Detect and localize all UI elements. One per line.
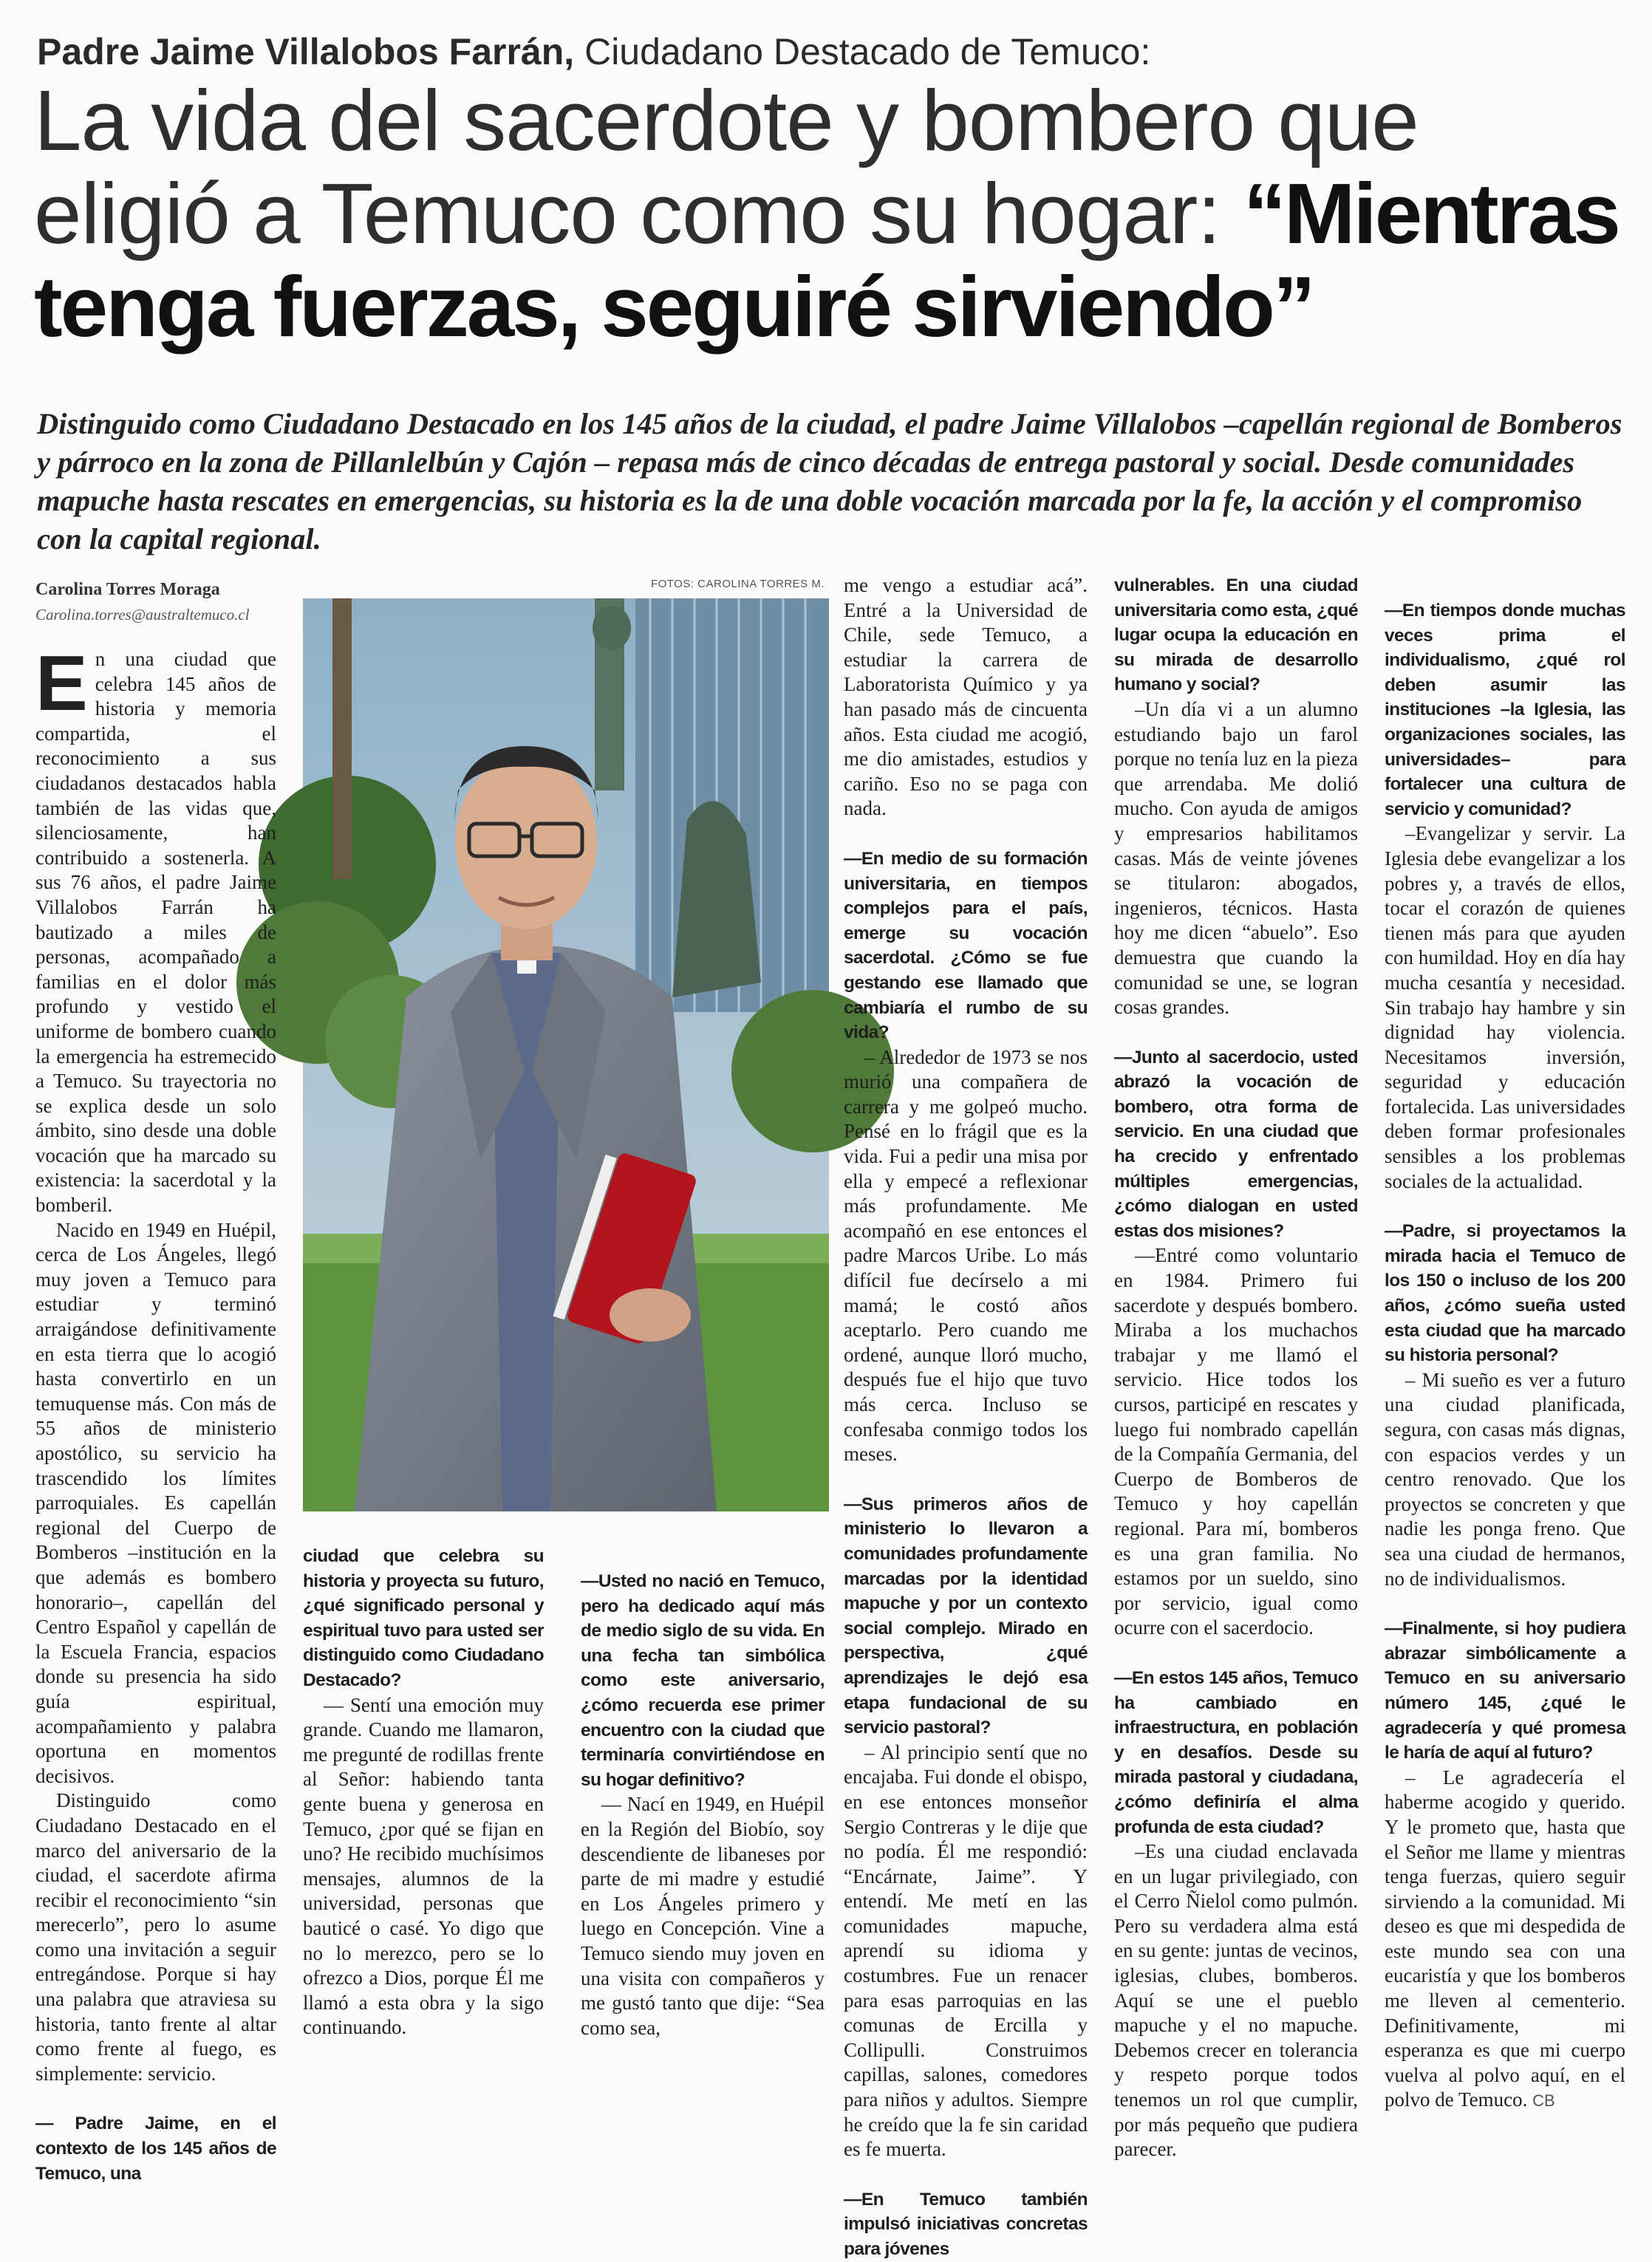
kicker bbox=[37, 28, 1625, 75]
answer-10 bbox=[1385, 1766, 1625, 2114]
column-4 bbox=[844, 573, 1088, 2262]
intro-text: n una ciudad que celebra 145 años de historia y memoria compartida, el reconocimiento a sus ciudadanos destacados habla también de las vidas que, silenciosamente, han contribuido a sostenerla. A sus 76 años, el padre Jaime Villalobos Farrán ha bautizado a miles de personas, acompañado a familias en el dolor más profundo y vestido el uniforme de bombero cuando la emergencia ha estremecido a Temuco. Su trayectoria no se explica desde un solo ámbito, sino desde una doble vocación que ha marcado su existencia: la sacerdotal y la bomberil. bbox=[35, 648, 276, 1217]
answer-8: –Evangelizar y servir. La Iglesia debe evangelizar a los pobres y, a través de ellos, tocar el corazón de quienes tienen más para que ayuden con humildad. Hoy en día hay mucha cesantía y necesidad. Sin trabajo hay hambre y sin dignidad hay violencia. Necesitamos inversión, seguridad y educación fortalecida. Las universidades deben formar profesionales sensibles a los problemas sociales de la actualidad. bbox=[1385, 822, 1625, 1192]
question-5: —En Temuco también impulsó iniciativas concretas para jóvenes bbox=[844, 2189, 1088, 2259]
deck: Distinguido como Ciudadano Destacado en los 145 años de la ciudad, el padre Jaime Villalobos –capellán regional de Bomberos y párroco en la zona de Pillanlelbún y Cajón – repasa más de cinco décadas de entrega pastoral y social. Desde comunidades mapuche hasta rescates en emergencias, su historia es la de una doble vocación marcada por la fe, la acción y el compromiso con la capital regional. bbox=[37, 407, 1622, 556]
answer-4: – Al principio sentí que no encajaba. Fui donde el obispo, en ese entonces monseñor Sergio Contreras y le dije que no podía. Él me respondió: “Encárnate, Jaime”. Y entendí. Me metí en las comunidades mapuche, aprendí su idioma y costumbres. Fue un renacer para esas parroquias en las comunas de Ercilla y Collipulli. Construimos capillas, salones, comedores para niños y adultos. Siempre he creído que la fe sin caridad es fe muerta. bbox=[844, 1740, 1088, 2161]
answer-5: –Un día vi a un alumno estudiando bajo un farol porque no tenía luz en la pieza que arrendaba. Me dolió mucho. Con ayuda de amigos y empresarios habilitamos casas. Más de veinte jóvenes se titularon: abogados, ingenieros, técnicos. Hasta hoy me dicen “abuelo”. Eso demuestra que cuando la comunidad se une, se logran cosas grandes. bbox=[1114, 697, 1358, 1019]
answer-6: —Entré como voluntario en 1984. Primero fui sacerdote y después bombero. Miraba a los muchachos trabajar y me llamó el servicio. Hice todos los cursos, participé en rescates y luego fui nombrado capellán de la Compañía Germania, del Cuerpo de Bomberos de Temuco y hoy capellán regional. Para mí, bomberos es una gran familia. No estamos por un sueldo, sino por servicio, igual como ocurre con el sacerdocio. bbox=[1114, 1244, 1358, 1639]
question-8: —En tiempos donde muchas veces prima el individualismo, ¿qué rol deben asumir las instituciones –la Iglesia, las organizaciones sociales, las universidades– para fortalecer una cultura de servicio y comunidad? bbox=[1385, 601, 1625, 819]
column-1 bbox=[35, 640, 276, 2186]
column-5 bbox=[1114, 573, 1358, 2162]
question-2: —Usted no nació en Temuco, pero ha dedicado aquí más de medio siglo de su vida. En una fecha tan simbólica como este aniversario, ¿cómo recuerda ese primer encuentro con la ciudad que terminaría convirtiéndose en su hogar definitivo? bbox=[581, 1571, 825, 1790]
intro-paragraph bbox=[35, 640, 276, 1218]
column-2 bbox=[303, 1544, 544, 2040]
column-6 bbox=[1385, 598, 1625, 2114]
question-3: —En medio de su formación universitaria, en tiempos complejos para el país, emerge su vocación sacerdotal. ¿Cómo se fue gestando ese llamado que cambiaría el rumbo de su vida? bbox=[844, 848, 1088, 1043]
answer-10-text: – Le agradecería el haberme acogido y querido. Y le prometo que, hasta que el Señor me llame y mientras tenga fuerzas, quiero seguir sirviendo a la comunidad. Mi deseo es que mi despedida de este mundo sea con una eucaristía y que los bomberos me lleven al cementerio. Definitivamente, mi esperanza es que mi cuerpo vuelva al polvo aquí, en el polvo de Temuco. bbox=[1385, 1766, 1625, 2111]
question-10: —Finalmente, si hoy pudiera abrazar simbólicamente a Temuco en su aniversario número 145, ¿qué le agradecería y qué promesa le haría de aquí al futuro? bbox=[1385, 1619, 1625, 1763]
answer-9: – Mi sueño es ver a futuro una ciudad planificada, segura, con casas más dignas, con espacios verdes y un centro renovado. Que los proyectos se concreten y que nadie les ponga freno. Que sea una ciudad de hermanos, no de individualismos. bbox=[1385, 1368, 1625, 1590]
question-6: —Junto al sacerdocio, usted abrazó la vocación de bombero, otra forma de servicio. En una ciudad que ha crecido y enfrentado múltiples emergencias, ¿cómo dialogan en usted estas dos misiones? bbox=[1114, 1047, 1358, 1241]
answer-2-cont: me vengo a estudiar acá”. Entré a la Universidad de Chile, sede Temuco, a estudiar la carrera de Laboratorista Químico y ya han pasado más de cincuenta años. Esta ciudad me acogió, me dio amistades, estudios y cariño. Eso no se paga con nada. bbox=[844, 574, 1088, 820]
question-1-cont: ciudad que celebra su historia y proyecta su futuro, ¿qué significado personal y espiritual tuvo para usted ser distinguido como Ciudadano Destacado? bbox=[303, 1546, 544, 1690]
question-4: —Sus primeros años de ministerio lo llevaron a comunidades profundamente marcadas por la identidad mapuche y por un contexto social complejo. Mirado en perspectiva, ¿qué aprendizajes le dejó esa etapa fundacional de su servicio pastoral? bbox=[844, 1494, 1088, 1738]
headline-quote: “Mientras tenga fuerzas, seguiré sirviendo” bbox=[34, 165, 1619, 355]
drop-cap: E bbox=[35, 640, 88, 727]
answer-2: — Nací en 1949, en Huépil en la Región del Biobío, soy descendiente de libaneses por parte de mi madre y estudié en Los Ángeles primero y luego en Concepción. Vine a Temuco siendo muy joven en una visita con compañeros y me gustó tanto que dije: “Sea como sea, bbox=[581, 1793, 825, 2039]
answer-3: – Alrededor de 1973 se nos murió una compañera de carrera y me golpeó mucho. Pensé en lo frágil que es la vida. Fui a pedir una misa por ella y empecé a reflexionar más profundamente. Me acompañó en ese entonces el padre Marcos Uribe. Lo más difícil fue decírselo a mi mamá; le costó años aceptarlo. Pero cuando me ordené, aunque lloró mucho, después fue el hijo que tuvo más cerca. Incluso se confesaba conmigo todos los meses. bbox=[844, 1045, 1088, 1466]
headline-light: La vida del sacerdote y bombero que eligió a Temuco como su hogar: bbox=[34, 72, 1419, 262]
paragraph-3: Distinguido como Ciudadano Destacado en el marco del aniversario de la ciudad, el sacerdote afirma recibir el reconocimiento “sin merecerlo”, pero lo asume como una invitación a seguir entregándose. Porque si hay una palabra que atraviesa su historia, tanto frente al altar como frente al fuego, es simplemente: servicio. bbox=[35, 1789, 276, 2085]
answer-7: –Es una ciudad enclavada en un lugar privilegiado, con el Cerro Ñielol como pulmón. Pero su verdadera alma está en su gente: juntas de vecinos, iglesias, clubes, bomberos. Aquí se une el pueblo mapuche y el no mapuche. Debemos crecer en tolerancia y respeto porque todos tenemos un rol que cumplir, por más pequeño que pudiera parecer. bbox=[1114, 1840, 1358, 2161]
photo-credit: FOTOS: CAROLINA TORRES M. bbox=[650, 578, 825, 590]
kicker-rest: Ciudadano Destacado de Temuco: bbox=[584, 31, 1151, 72]
question-1: — Padre Jaime, en el contexto de los 145 años de Temuco, una bbox=[35, 2114, 276, 2184]
kicker-name: Padre Jaime Villalobos Farrán, bbox=[37, 31, 575, 72]
byline-email[interactable]: Carolina.torres@australtemuco.cl bbox=[35, 606, 250, 623]
byline-author: Carolina Torres Moraga bbox=[35, 580, 220, 599]
photo-illustration bbox=[303, 598, 829, 1511]
portrait-photo bbox=[303, 598, 829, 1511]
paragraph-2: Nacido en 1949 en Huépil, cerca de Los Ángeles, llegó muy joven a Temuco para estudiar y terminó arraigándose definitivamente en esta tierra que lo acogió hasta convertirlo en un temuquense más. Con más de 55 años de ministerio apostólico, su servicio ha trascendido los límites parroquiales. Es capellán regional del Cuerpo de Bomberos –institución en la que además es bombero honorario–, capellán del Centro Español y capellán de la Escuela Francia, espacios donde su presencia ha sido guía espiritual, acompañamiento y palabra oportuna en momentos decisivos. bbox=[35, 1218, 276, 1787]
column-3 bbox=[581, 1569, 825, 2040]
question-5-cont: vulnerables. En una ciudad universitaria como esta, ¿qué lugar ocupa la educación en su mirada de desarrollo humano y social? bbox=[1114, 575, 1358, 695]
question-9: —Padre, si proyectamos la mirada hacia el Temuco de los 150 o incluso de los 200 años, ¿cómo sueña usted esta ciudad que ha marcado su historia personal? bbox=[1385, 1221, 1625, 1366]
question-7: —En estos 145 años, Temuco ha cambiado en infraestructura, en población y en desafíos. Desde su mirada pastoral y ciudadana, ¿cómo definiría el alma profunda de esta ciudad? bbox=[1114, 1667, 1358, 1837]
answer-1: — Sentí una emoción muy grande. Cuando me llamaron, me pregunté de rodillas frente al Señor: habiendo tanta gente buena y generosa en Temuco, ¿por qué se fijan en uno? He recibido muchísimos mensajes, alumnos de la universidad, personas que bauticé o casé. Yo digo que no lo merezco, pero se lo ofrezco a Dios, porque Él me llamó a esta obra y la sigo continuando. bbox=[303, 1693, 544, 2039]
end-mark: CB bbox=[1532, 2091, 1555, 2111]
headline bbox=[34, 74, 1630, 353]
